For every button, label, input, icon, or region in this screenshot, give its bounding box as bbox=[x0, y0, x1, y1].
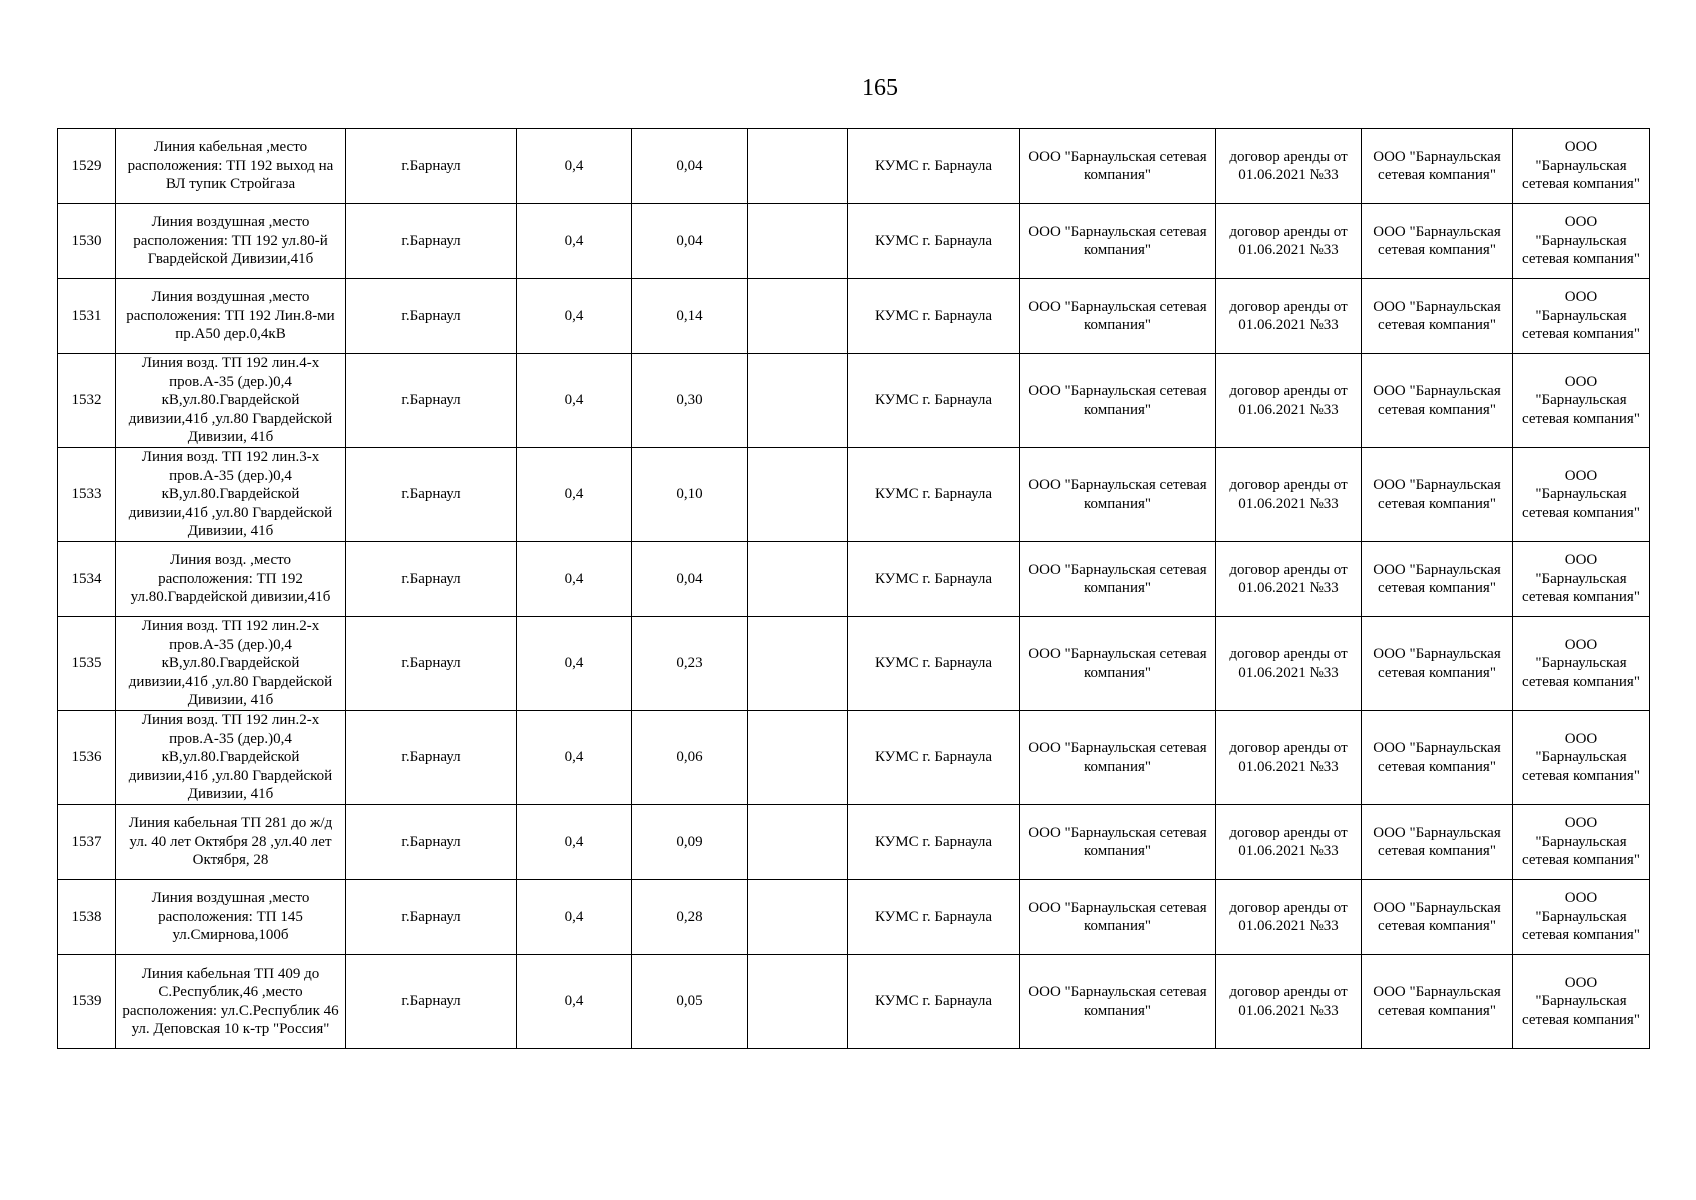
row-number: 1531 bbox=[58, 279, 116, 354]
company: ООО "Барнаульская сетевая компания" bbox=[1020, 354, 1216, 448]
row-number: 1533 bbox=[58, 448, 116, 542]
extra bbox=[748, 448, 848, 542]
city: г.Барнаул bbox=[346, 805, 517, 880]
length: 0,05 bbox=[632, 955, 748, 1049]
voltage: 0,4 bbox=[517, 955, 632, 1049]
owner: КУМС г. Барнаула bbox=[848, 542, 1020, 617]
owner: КУМС г. Барнаула bbox=[848, 805, 1020, 880]
length: 0,04 bbox=[632, 542, 748, 617]
voltage: 0,4 bbox=[517, 448, 632, 542]
contract: договор аренды от 01.06.2021 №33 bbox=[1216, 711, 1362, 805]
object-name: Линия возд. ТП 192 лин.2-х пров.А-35 (дер.)0,4 кВ,ул.80.Гвардейской дивизии,41б ,ул.80 Гвардейской Дивизии, 41б bbox=[116, 711, 346, 805]
extra bbox=[748, 204, 848, 279]
city: г.Барнаул bbox=[346, 711, 517, 805]
contract: договор аренды от 01.06.2021 №33 bbox=[1216, 129, 1362, 204]
company: ООО "Барнаульская сетевая компания" bbox=[1020, 279, 1216, 354]
page-number: 165 bbox=[862, 75, 898, 101]
row-number: 1539 bbox=[58, 955, 116, 1049]
owner: КУМС г. Барнаула bbox=[848, 204, 1020, 279]
extra bbox=[748, 542, 848, 617]
holder: ООО "Барнаульская сетевая компания" bbox=[1362, 448, 1513, 542]
holder: ООО "Барнаульская сетевая компания" bbox=[1362, 542, 1513, 617]
city: г.Барнаул bbox=[346, 204, 517, 279]
contract: договор аренды от 01.06.2021 №33 bbox=[1216, 542, 1362, 617]
contract: договор аренды от 01.06.2021 №33 bbox=[1216, 955, 1362, 1049]
row-number: 1530 bbox=[58, 204, 116, 279]
operator: ООО "Барнаульская сетевая компания" bbox=[1513, 880, 1650, 955]
object-name: Линия возд. ТП 192 лин.2-х пров.А-35 (дер.)0,4 кВ,ул.80.Гвардейской дивизии,41б ,ул.80 Гвардейской Дивизии, 41б bbox=[116, 617, 346, 711]
company: ООО "Барнаульская сетевая компания" bbox=[1020, 805, 1216, 880]
voltage: 0,4 bbox=[517, 711, 632, 805]
voltage: 0,4 bbox=[517, 279, 632, 354]
contract: договор аренды от 01.06.2021 №33 bbox=[1216, 448, 1362, 542]
owner: КУМС г. Барнаула bbox=[848, 279, 1020, 354]
length: 0,09 bbox=[632, 805, 748, 880]
object-name: Линия воздушная ,место расположения: ТП 145 ул.Смирнова,100б bbox=[116, 880, 346, 955]
holder: ООО "Барнаульская сетевая компания" bbox=[1362, 711, 1513, 805]
operator: ООО "Барнаульская сетевая компания" bbox=[1513, 711, 1650, 805]
row-number: 1529 bbox=[58, 129, 116, 204]
company: ООО "Барнаульская сетевая компания" bbox=[1020, 448, 1216, 542]
object-name: Линия воздушная ,место расположения: ТП 192 Лин.8-ми пр.А50 дер.0,4кВ bbox=[116, 279, 346, 354]
table-row bbox=[58, 711, 1650, 805]
extra bbox=[748, 805, 848, 880]
holder: ООО "Барнаульская сетевая компания" bbox=[1362, 880, 1513, 955]
registry-body bbox=[58, 129, 1650, 1049]
operator: ООО "Барнаульская сетевая компания" bbox=[1513, 805, 1650, 880]
company: ООО "Барнаульская сетевая компания" bbox=[1020, 955, 1216, 1049]
extra bbox=[748, 711, 848, 805]
operator: ООО "Барнаульская сетевая компания" bbox=[1513, 617, 1650, 711]
length: 0,10 bbox=[632, 448, 748, 542]
table-row bbox=[58, 354, 1650, 448]
table-row bbox=[58, 129, 1650, 204]
row-number: 1532 bbox=[58, 354, 116, 448]
company: ООО "Барнаульская сетевая компания" bbox=[1020, 542, 1216, 617]
length: 0,04 bbox=[632, 129, 748, 204]
company: ООО "Барнаульская сетевая компания" bbox=[1020, 204, 1216, 279]
owner: КУМС г. Барнаула bbox=[848, 880, 1020, 955]
table-row bbox=[58, 805, 1650, 880]
extra bbox=[748, 279, 848, 354]
object-name: Линия возд. ,место расположения: ТП 192 ул.80.Гвардейской дивизии,41б bbox=[116, 542, 346, 617]
length: 0,23 bbox=[632, 617, 748, 711]
extra bbox=[748, 129, 848, 204]
length: 0,28 bbox=[632, 880, 748, 955]
extra bbox=[748, 880, 848, 955]
company: ООО "Барнаульская сетевая компания" bbox=[1020, 711, 1216, 805]
city: г.Барнаул bbox=[346, 617, 517, 711]
owner: КУМС г. Барнаула bbox=[848, 354, 1020, 448]
table-row bbox=[58, 542, 1650, 617]
length: 0,04 bbox=[632, 204, 748, 279]
row-number: 1536 bbox=[58, 711, 116, 805]
voltage: 0,4 bbox=[517, 129, 632, 204]
row-number: 1538 bbox=[58, 880, 116, 955]
length: 0,30 bbox=[632, 354, 748, 448]
row-number: 1537 bbox=[58, 805, 116, 880]
operator: ООО "Барнаульская сетевая компания" bbox=[1513, 542, 1650, 617]
row-number: 1534 bbox=[58, 542, 116, 617]
contract: договор аренды от 01.06.2021 №33 bbox=[1216, 354, 1362, 448]
object-name: Линия кабельная ТП 409 до С.Республик,46 ,место расположения: ул.С.Республик 46 ул. Деповская 10 к-тр "Россия" bbox=[116, 955, 346, 1049]
object-name: Линия кабельная ТП 281 до ж/д ул. 40 лет Октября 28 ,ул.40 лет Октября, 28 bbox=[116, 805, 346, 880]
object-name: Линия кабельная ,место расположения: ТП 192 выход на ВЛ тупик Стройгаза bbox=[116, 129, 346, 204]
company: ООО "Барнаульская сетевая компания" bbox=[1020, 617, 1216, 711]
owner: КУМС г. Барнаула bbox=[848, 617, 1020, 711]
owner: КУМС г. Барнаула bbox=[848, 711, 1020, 805]
voltage: 0,4 bbox=[517, 204, 632, 279]
owner: КУМС г. Барнаула bbox=[848, 955, 1020, 1049]
operator: ООО "Барнаульская сетевая компания" bbox=[1513, 279, 1650, 354]
table-row bbox=[58, 880, 1650, 955]
length: 0,06 bbox=[632, 711, 748, 805]
city: г.Барнаул bbox=[346, 448, 517, 542]
company: ООО "Барнаульская сетевая компания" bbox=[1020, 880, 1216, 955]
row-number: 1535 bbox=[58, 617, 116, 711]
contract: договор аренды от 01.06.2021 №33 bbox=[1216, 279, 1362, 354]
contract: договор аренды от 01.06.2021 №33 bbox=[1216, 880, 1362, 955]
city: г.Барнаул bbox=[346, 955, 517, 1049]
voltage: 0,4 bbox=[517, 880, 632, 955]
city: г.Барнаул bbox=[346, 542, 517, 617]
operator: ООО "Барнаульская сетевая компания" bbox=[1513, 354, 1650, 448]
voltage: 0,4 bbox=[517, 354, 632, 448]
holder: ООО "Барнаульская сетевая компания" bbox=[1362, 204, 1513, 279]
table-row bbox=[58, 279, 1650, 354]
operator: ООО "Барнаульская сетевая компания" bbox=[1513, 955, 1650, 1049]
company: ООО "Барнаульская сетевая компания" bbox=[1020, 129, 1216, 204]
registry-table bbox=[57, 128, 1650, 1049]
length: 0,14 bbox=[632, 279, 748, 354]
table-row bbox=[58, 955, 1650, 1049]
extra bbox=[748, 354, 848, 448]
object-name: Линия возд. ТП 192 лин.4-х пров.А-35 (дер.)0,4 кВ,ул.80.Гвардейской дивизии,41б ,ул.80 Гвардейской Дивизии, 41б bbox=[116, 354, 346, 448]
object-name: Линия возд. ТП 192 лин.3-х пров.А-35 (дер.)0,4 кВ,ул.80.Гвардейской дивизии,41б ,ул.80 Гвардейской Дивизии, 41б bbox=[116, 448, 346, 542]
contract: договор аренды от 01.06.2021 №33 bbox=[1216, 805, 1362, 880]
table-row bbox=[58, 204, 1650, 279]
table-row bbox=[58, 617, 1650, 711]
voltage: 0,4 bbox=[517, 617, 632, 711]
voltage: 0,4 bbox=[517, 542, 632, 617]
operator: ООО "Барнаульская сетевая компания" bbox=[1513, 204, 1650, 279]
city: г.Барнаул bbox=[346, 354, 517, 448]
city: г.Барнаул bbox=[346, 880, 517, 955]
holder: ООО "Барнаульская сетевая компания" bbox=[1362, 354, 1513, 448]
owner: КУМС г. Барнаула bbox=[848, 448, 1020, 542]
table-row bbox=[58, 448, 1650, 542]
extra bbox=[748, 955, 848, 1049]
operator: ООО "Барнаульская сетевая компания" bbox=[1513, 129, 1650, 204]
holder: ООО "Барнаульская сетевая компания" bbox=[1362, 279, 1513, 354]
object-name: Линия воздушная ,место расположения: ТП 192 ул.80-й Гвардейской Дивизии,41б bbox=[116, 204, 346, 279]
extra bbox=[748, 617, 848, 711]
city: г.Барнаул bbox=[346, 129, 517, 204]
operator: ООО "Барнаульская сетевая компания" bbox=[1513, 448, 1650, 542]
voltage: 0,4 bbox=[517, 805, 632, 880]
holder: ООО "Барнаульская сетевая компания" bbox=[1362, 129, 1513, 204]
owner: КУМС г. Барнаула bbox=[848, 129, 1020, 204]
holder: ООО "Барнаульская сетевая компания" bbox=[1362, 955, 1513, 1049]
contract: договор аренды от 01.06.2021 №33 bbox=[1216, 617, 1362, 711]
holder: ООО "Барнаульская сетевая компания" bbox=[1362, 617, 1513, 711]
holder: ООО "Барнаульская сетевая компания" bbox=[1362, 805, 1513, 880]
contract: договор аренды от 01.06.2021 №33 bbox=[1216, 204, 1362, 279]
city: г.Барнаул bbox=[346, 279, 517, 354]
